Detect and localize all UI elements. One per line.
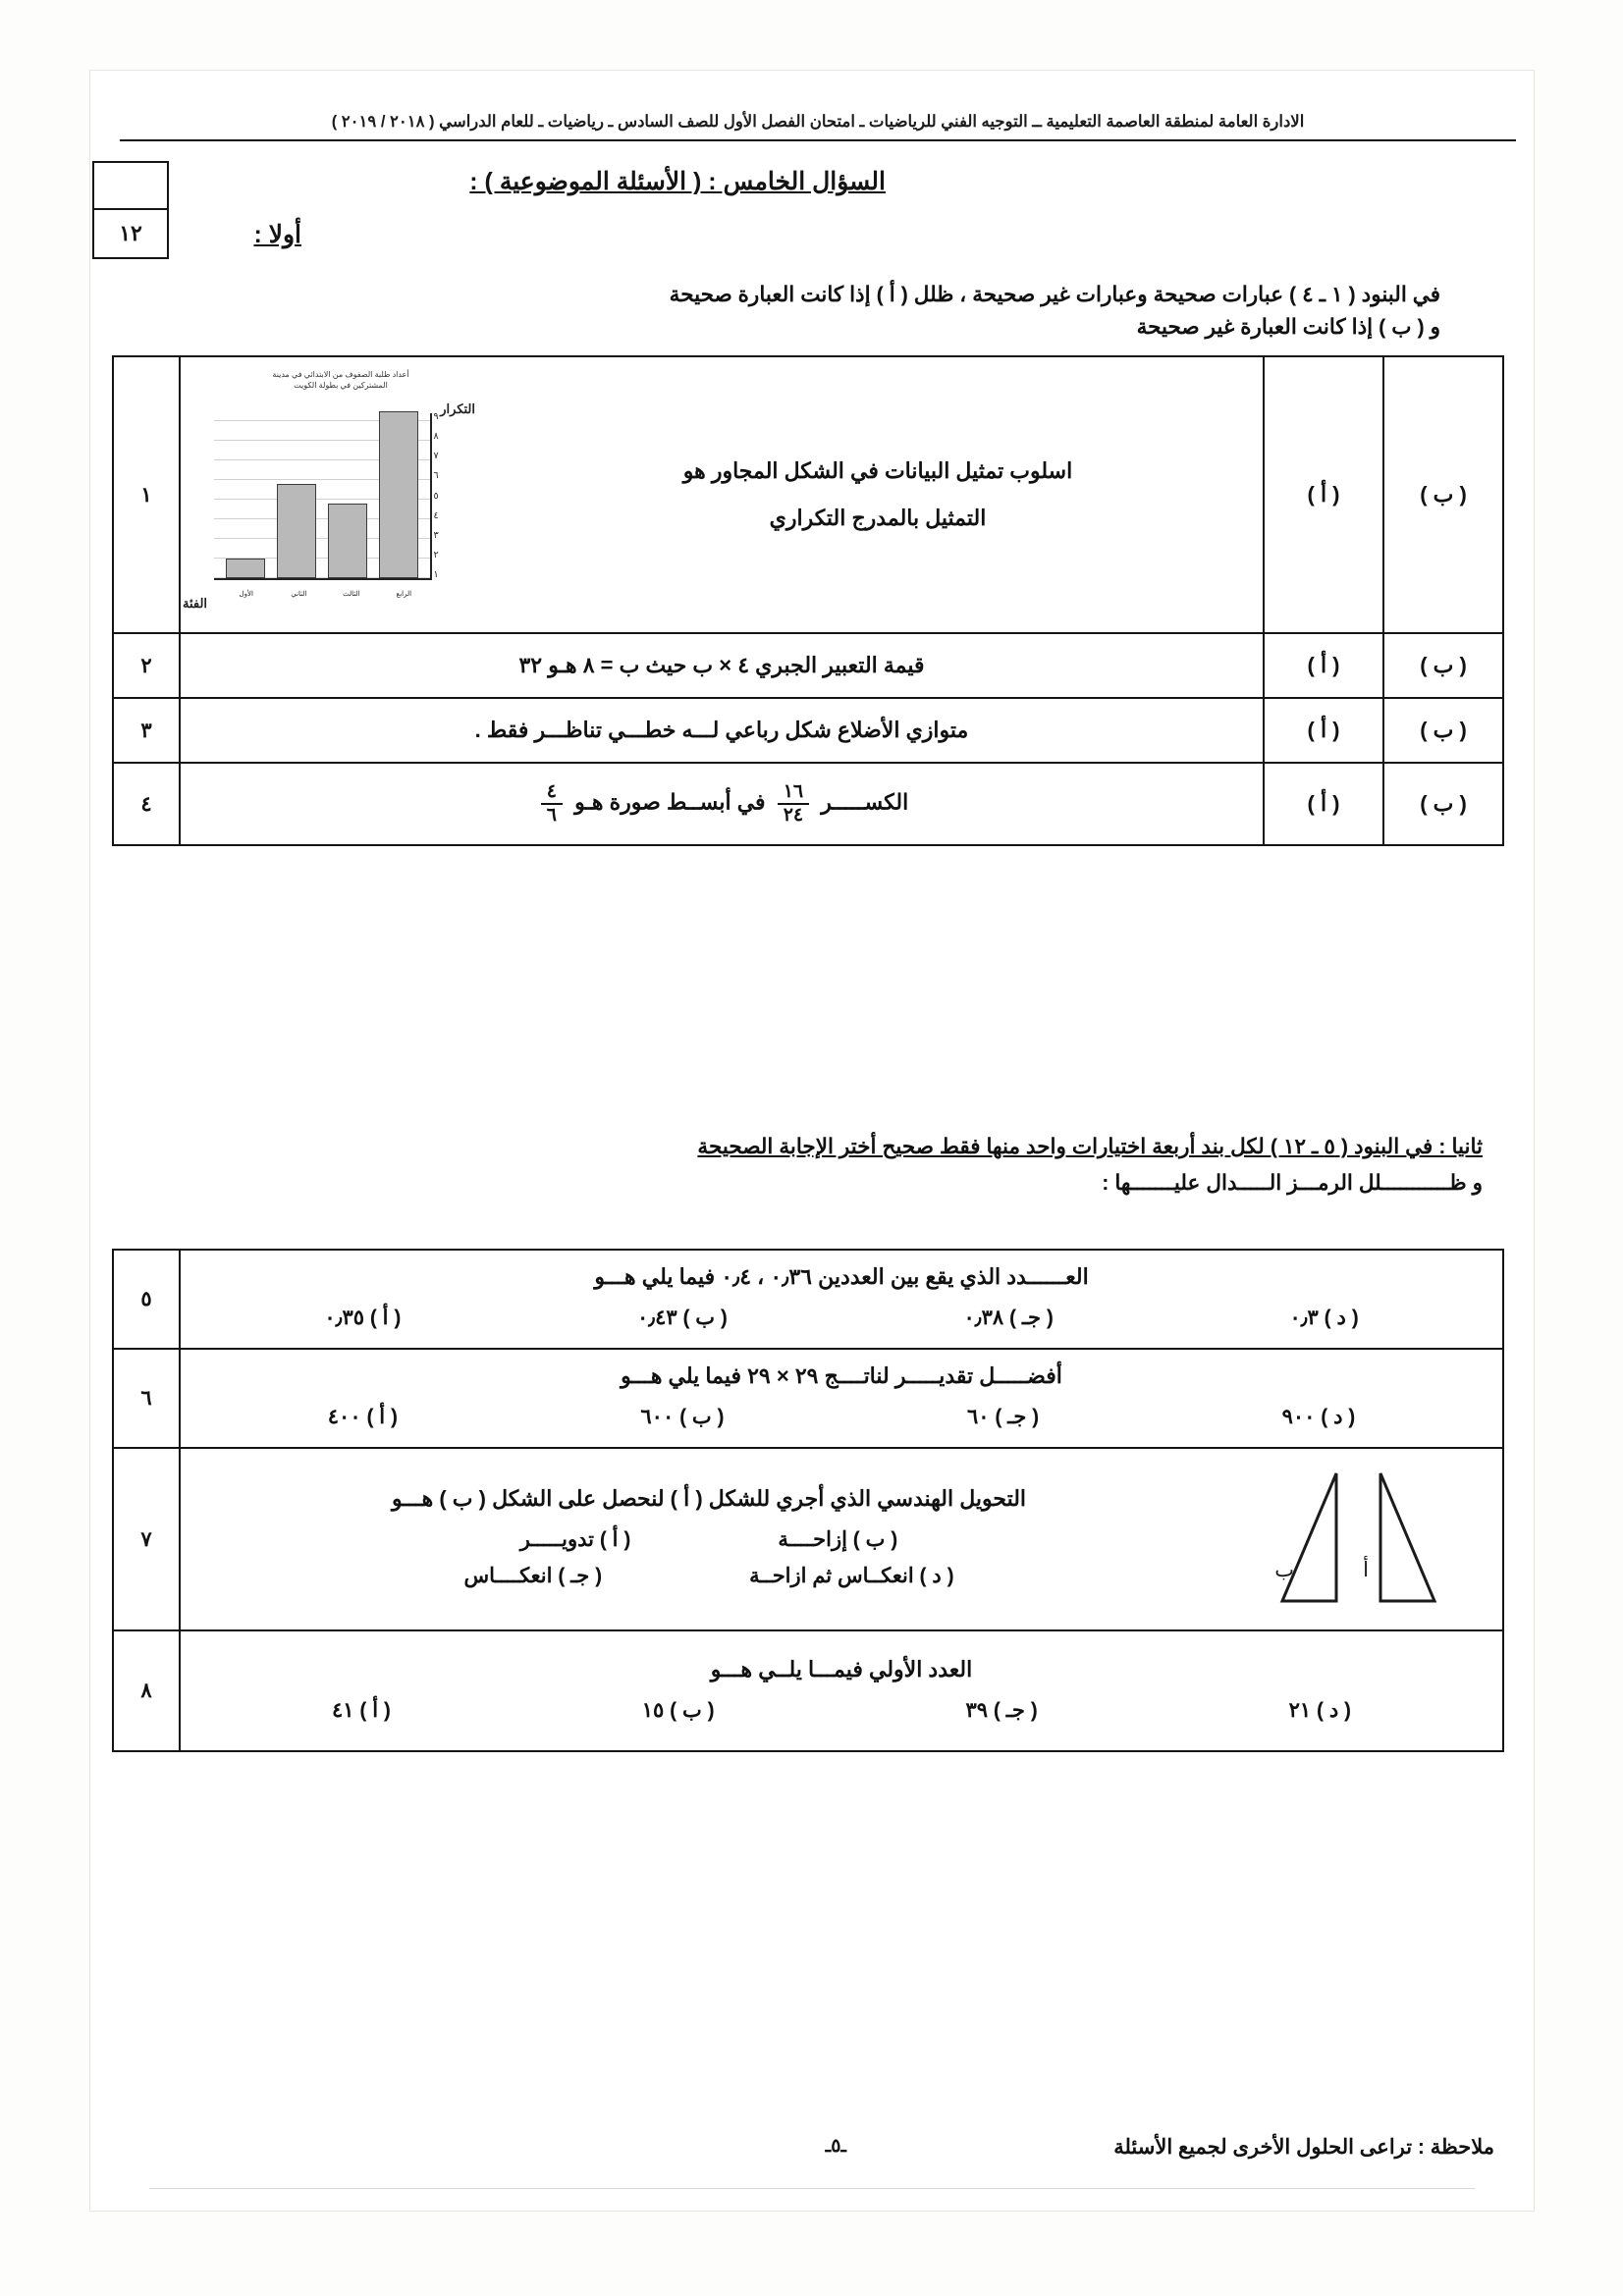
chart-title: أعداد طلبة الصفوف من الابتدائي في مدينة — [272, 370, 409, 379]
tf-option-b-3[interactable]: ( ب ) — [1383, 698, 1503, 763]
exam-sheet — [90, 71, 1534, 2211]
mcq-option-b-7[interactable]: ( ب ) إزاحــــة — [778, 1528, 898, 1551]
tf-option-a-2[interactable]: ( أ ) — [1264, 633, 1383, 698]
tf-number-3: ٣ — [113, 698, 180, 763]
chart-and-text-1 — [181, 357, 1263, 632]
svg-text:أ: أ — [1363, 1559, 1369, 1581]
mcq-body-8 — [180, 1630, 1503, 1751]
mcq-content-7 — [181, 1449, 1502, 1629]
tf-statement-1 — [493, 438, 1263, 553]
mcq-options-row-2 — [194, 1564, 1223, 1588]
marks-box — [92, 161, 169, 259]
mcq-option-a-6[interactable]: ( أ ) ٤٠٠ — [327, 1406, 398, 1428]
mcq-option-d-5[interactable]: ( د ) ٠٫٣ — [1289, 1307, 1359, 1329]
mcq-option-a-7[interactable]: ( أ ) تدويـــــر — [519, 1528, 631, 1551]
tf-statement-4-middle: في أبســط صورة هـو — [574, 789, 766, 815]
marks-box-value: ١٢ — [119, 221, 142, 245]
mcq-content-6 — [181, 1350, 1502, 1447]
mcq-number-6: ٦ — [113, 1349, 180, 1448]
mcq-option-c-6[interactable]: ( جـ ) ٦٠ — [966, 1406, 1040, 1428]
section-first-label: أولا : — [253, 221, 301, 248]
tf-body-2 — [180, 633, 1264, 698]
tf-option-a-3[interactable]: ( أ ) — [1264, 698, 1383, 763]
mcq-stem-5: العــــــدد الذي يقع بين العددين ٠٫٣٦ ، ٠٫٤ فيما يلي هـــو — [594, 1264, 1089, 1289]
mcq-options-5 — [206, 1306, 1477, 1330]
tf-body-3 — [180, 698, 1264, 763]
tf-body-4 — [180, 763, 1264, 845]
mcq-content-5 — [181, 1251, 1502, 1348]
tf-statement-4-prefix: الكســـــر — [821, 789, 909, 815]
footer-divider — [149, 2188, 1475, 2189]
chart-caption — [247, 370, 434, 392]
document-header: الادارة العامة لمنطقة العاصمة التعليمية ــ التوجيه الفني للرياضيات ـ امتحان الفصل الأول للصف السادس ـ رياضيات ـ للعام الدراسي ( ٢٠١٨ / ٢٠١٩ ) — [331, 113, 1305, 131]
instruction-2-line-2: و ظـــــــــــلل الرمـــز الـــــدال عليـــــــها : — [1102, 1170, 1483, 1195]
tf-option-b-4[interactable]: ( ب ) — [1383, 763, 1503, 845]
table-row — [113, 356, 1503, 633]
chart-x-axis-label: الفئة — [183, 596, 208, 611]
mcq-option-d-6[interactable]: ( د ) ٩٠٠ — [1281, 1406, 1356, 1428]
table-row — [113, 1349, 1503, 1448]
footer-note: ملاحظة : تراعى الحلول الأخرى لجميع الأسئلة — [1113, 2136, 1494, 2159]
tf-statement-4 — [181, 772, 1263, 836]
mcq-option-c-8[interactable]: ( جـ ) ٣٩ — [965, 1699, 1038, 1722]
instruction-line-2: و ( ب ) إذا كانت العبارة غير صحيحة — [1136, 315, 1440, 340]
mcq-body-5 — [180, 1250, 1503, 1349]
mcq-stem-7: التحويل الهندسي الذي أجري للشكل ( أ ) لنحصل على الشكل ( ب ) هـــو — [391, 1486, 1027, 1511]
instruction-true-false — [208, 279, 1440, 345]
chart-bars — [220, 413, 424, 578]
mcq-content-8 — [181, 1631, 1502, 1750]
mcq-body-7 — [180, 1448, 1503, 1630]
header-divider — [120, 139, 1516, 141]
tf-option-b-1[interactable]: ( ب ) — [1383, 356, 1503, 633]
table-row — [113, 1448, 1503, 1630]
mcq-options-6 — [206, 1405, 1477, 1429]
chart-subtitle: المشتركين في بطولة الكويت — [294, 380, 388, 390]
mcq-option-d-8[interactable]: ( د ) ٢١ — [1288, 1699, 1352, 1722]
table-row — [113, 633, 1503, 698]
mcq-stem-6: أفضـــــل تقديـــــر لناتــــج ٢٩ × ٢٩ فيما يلي هـــو — [621, 1363, 1062, 1388]
mcq-option-a-5[interactable]: ( أ ) ٠٫٣٥ — [324, 1307, 402, 1329]
chart-bar — [226, 559, 265, 578]
page-title — [469, 167, 886, 196]
triangles-figure — [1233, 1459, 1479, 1616]
mcq-options-7 — [194, 1527, 1223, 1588]
chart-plot-area — [214, 413, 432, 580]
mcq-stem-8: العدد الأولي فيمـــا يلــي هـــو — [710, 1657, 973, 1682]
svg-text:ب: ب — [1274, 1559, 1294, 1581]
mcq-option-b-5[interactable]: ( ب ) ٠٫٤٣ — [636, 1307, 728, 1329]
true-false-table — [112, 355, 1504, 846]
tf-statement-1-line1: اسلوب تمثيل البيانات في الشكل المجاور هو — [682, 457, 1073, 483]
mcq-option-c-5[interactable]: ( جـ ) ٠٫٣٨ — [963, 1307, 1054, 1329]
chart-y-axis-label: التكرار — [440, 401, 475, 416]
tf-statement-3: متوازي الأضلاع شكل رباعي لـــه خطـــي تناظـــر فقط . — [474, 718, 969, 743]
tf-body-1 — [180, 356, 1264, 633]
table-row — [113, 1250, 1503, 1349]
table-row — [113, 763, 1503, 845]
table-row — [113, 1630, 1503, 1751]
tf-number-4: ٤ — [113, 763, 180, 845]
tf-option-a-4[interactable]: ( أ ) — [1264, 763, 1383, 845]
fraction-4-6: $\frac{٤}{٦}$ — [541, 781, 563, 827]
triangle-pair-icon — [1233, 1459, 1479, 1616]
fraction-16-24: $\frac{١٦}{٢٤}$ — [778, 781, 809, 827]
page-number: ـ٥ـ — [825, 2136, 846, 2157]
mcq-body-6 — [180, 1349, 1503, 1448]
mcq-option-a-8[interactable]: ( أ ) ٤١ — [331, 1699, 391, 1722]
mcq-option-b-6[interactable]: ( ب ) ٦٠٠ — [640, 1406, 725, 1428]
chart-bar — [328, 504, 367, 578]
chart-x-ticks: الرابع الثالث الثاني الأول — [239, 591, 412, 598]
mcq-number-7: ٧ — [113, 1448, 180, 1630]
mcq-option-c-7[interactable]: ( جـ ) انعكــــاس — [463, 1565, 603, 1587]
tf-statement-2: قيمة التعبير الجبري ٤ × ب حيث ب = ٨ هـو ٣٢ — [518, 653, 925, 678]
tf-number-1: ١ — [113, 356, 180, 633]
marks-box-empty-cell — [94, 163, 167, 210]
mcq-number-8: ٨ — [113, 1630, 180, 1751]
question-title-text: السؤال الخامس : ( الأسئلة الموضوعية ) : — [469, 168, 886, 195]
tf-option-a-1[interactable]: ( أ ) — [1264, 356, 1383, 633]
chart-bar — [277, 484, 316, 578]
mcq-option-d-7[interactable]: ( د ) انعكــاس ثم ازاحــة — [749, 1565, 954, 1587]
multiple-choice-table — [112, 1249, 1504, 1752]
instruction-line-1: في البنود ( ١ ـ ٤ ) عبارات صحيحة وعبارات غير صحيحة ، ظلل ( أ ) إذا كانت العبارة صحيحة — [669, 283, 1440, 306]
table-row — [113, 698, 1503, 763]
tf-statement-1-line2: التمثيل بالمدرج التكراري — [769, 506, 987, 530]
mcq-option-b-8[interactable]: ( ب ) ١٥ — [641, 1699, 715, 1722]
tf-option-b-2[interactable]: ( ب ) — [1383, 633, 1503, 698]
instruction-multiple-choice — [208, 1129, 1483, 1201]
instruction-2-line-1: ثانيا : في البنود ( ٥ ـ ١٢ ) لكل بند أربعة اختيارات واحد منها فقط صحيح أختر الإجابة الصحيحة — [697, 1135, 1483, 1158]
tf-number-2: ٢ — [113, 633, 180, 698]
mcq-options-row-1 — [194, 1527, 1223, 1552]
chart-bar — [379, 411, 418, 578]
mcq-number-5: ٥ — [113, 1250, 180, 1349]
frequency-histogram — [181, 372, 475, 617]
mcq-options-8 — [206, 1698, 1477, 1723]
mcq-text-7 — [194, 1486, 1223, 1588]
chart-y-ticks: ٩ ٨ ٧ ٦ ٥ ٤ ٣ ٢ ١ — [433, 411, 439, 580]
